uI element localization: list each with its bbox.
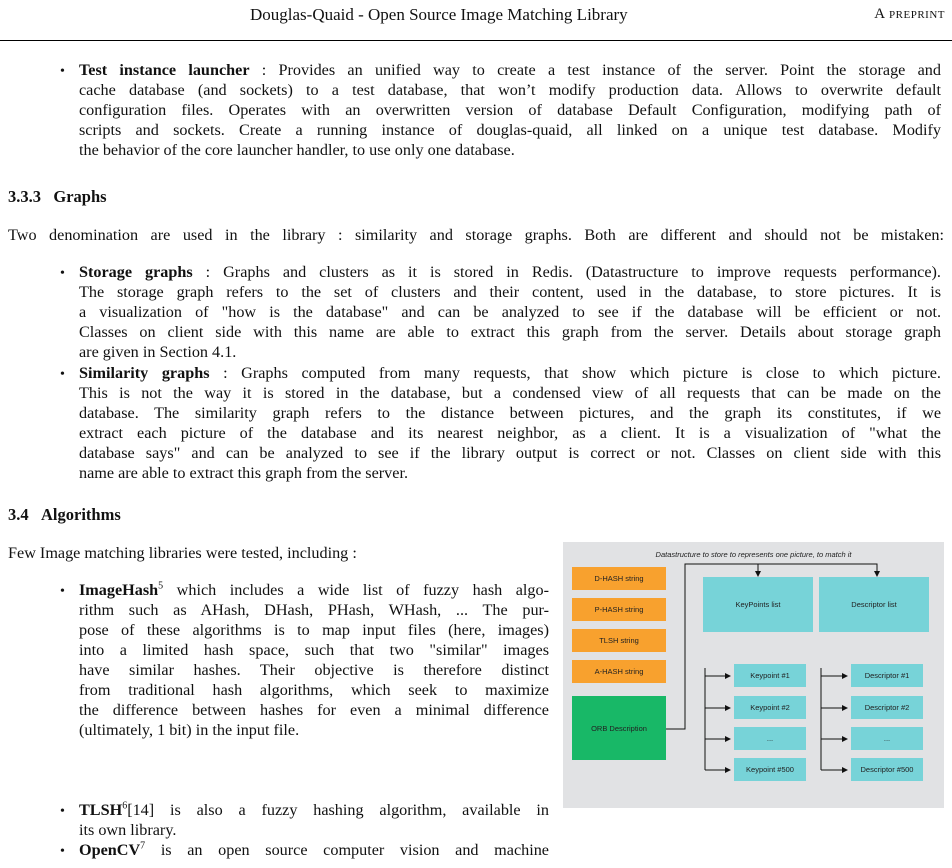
graphs-intro: Two denomination are used in the library : similarity and storage graphs. Both are different and should not be mistaken:: [8, 226, 944, 244]
d-hash-box: D-HASH string: [572, 567, 666, 590]
bullet-marker: •: [60, 804, 65, 819]
descriptor-box: ...: [851, 727, 923, 750]
bullet-marker: •: [60, 367, 65, 382]
header-preprint: A preprint: [874, 6, 945, 22]
descriptor-box: Descriptor #500: [851, 758, 923, 781]
term-similarity-graphs: Similarity graphs: [79, 364, 210, 382]
text-line: scripts and sockets. Create a running instance of douglas-quaid, all linked on a unique test database. Modify: [79, 121, 941, 139]
text-line: its own library.: [79, 821, 177, 839]
text-line: is an open source computer vision and machine: [145, 841, 549, 859]
keypoint-box: Keypoint #1: [734, 664, 806, 687]
p-hash-box: P-HASH string: [572, 598, 666, 621]
section-number: 3.4: [8, 505, 29, 524]
text-line: cache database (and sockets) to a test database, that won’t modify production data. Allows to overwrite default: [79, 81, 941, 99]
bullet-tlsh: [79, 800, 549, 840]
footnote-marker: 6: [122, 800, 128, 812]
term-tlsh: TLSH: [79, 801, 123, 819]
text-line: Classes on client side with this name are able to extract this graph from the server. Details about storage graph: [79, 323, 941, 341]
algorithms-intro: Few Image matching libraries were tested, including :: [8, 544, 357, 562]
text-line: are given in Section 4.1.: [79, 343, 237, 361]
text-line: (ultimately, 1 bit) in the input file.: [79, 721, 300, 739]
keypoint-box: Keypoint #2: [734, 696, 806, 719]
keypoints-list-box: KeyPoints list: [703, 577, 813, 632]
bullet-test-instance-launcher: [79, 60, 941, 160]
running-header: [0, 0, 952, 41]
text-line: The storage graph refers to the set of clusters and their content, used in the database, to store pictures. It is: [79, 283, 941, 301]
text-line: database says" and can be analyzed to see if the library output is correct or not. Classes on client side with this: [79, 444, 941, 462]
term-imagehash: ImageHash: [79, 581, 159, 599]
tlsh-box: TLSH string: [572, 629, 666, 652]
text-line: configuration files. Operates with an overwritten version of database Default Configuration, modifying path of: [79, 101, 941, 119]
section-number: 3.3.3: [8, 187, 41, 206]
header-title: Douglas-Quaid - Open Source Image Matching Library: [250, 5, 628, 24]
bullet-marker: •: [60, 64, 65, 79]
text-line: rithm such as AHash, DHash, PHash, WHash, ... The pur-: [79, 601, 549, 619]
text-line: database. The similarity graph refers to the distance between pictures, and the graph its constitutes, if we: [79, 404, 941, 422]
section-title: Graphs: [53, 187, 107, 206]
text-line: [14] is also a fuzzy hashing algorithm, available in: [127, 801, 549, 819]
bullet-imagehash: [79, 580, 549, 740]
text-line: the difference between hashes for even a minimal difference: [79, 701, 549, 719]
section-heading-graphs: [8, 187, 107, 207]
bullet-marker: •: [60, 266, 65, 281]
term-test-instance-launcher: Test instance launcher: [79, 61, 250, 79]
bullet-marker: •: [60, 844, 65, 859]
keypoint-box: Keypoint #500: [734, 758, 806, 781]
footnote-marker: 5: [158, 580, 164, 592]
term-storage-graphs: Storage graphs: [79, 263, 193, 281]
text-line: from traditional hash algorithms, which seek to maximize: [79, 681, 549, 699]
bullet-opencv: [79, 840, 549, 860]
a-hash-box: A-HASH string: [572, 660, 666, 683]
text-line: a visualization of "how is the database" and can be analyzed to see if the database will be efficient or not.: [79, 303, 941, 321]
descriptor-list-box: Descriptor list: [819, 577, 929, 632]
keypoint-box: ...: [734, 727, 806, 750]
text-line: the behavior of the core launcher handler, to use only one database.: [79, 141, 515, 159]
text-line: This is not the way it is stored in the database, but a condensed view of all requests that can be made on the: [79, 384, 941, 402]
text-line: which includes a wide list of fuzzy hash algo-: [163, 581, 549, 599]
diagram-title: Datastructure to store to represents one picture, to match it: [655, 550, 852, 559]
text-line: name are able to extract this graph from the server.: [79, 464, 409, 482]
text-line: have similar hashes. Their objective is therefore distinct: [79, 661, 549, 679]
footnote-marker: 7: [140, 840, 146, 852]
bullet-storage-graphs: [79, 262, 941, 362]
term-opencv: OpenCV: [79, 841, 141, 859]
bullet-marker: •: [60, 584, 65, 599]
text-line: extract each picture of the database and its nearest neighbor, as a client. It is a visualization of "what the: [79, 424, 941, 442]
text-line: : Graphs computed from many requests, that show which picture is close to which picture.: [209, 364, 941, 382]
descriptor-box: Descriptor #1: [851, 664, 923, 687]
text-line: pose of these algorithms is to map input files (here, images): [79, 621, 549, 639]
descriptor-box: Descriptor #2: [851, 696, 923, 719]
section-title: Algorithms: [41, 505, 121, 524]
orb-description-box: ORB Description: [572, 696, 666, 760]
text-line: : Provides an unified way to create a test instance of the server. Point the storage and: [249, 61, 941, 79]
bullet-similarity-graphs: [79, 363, 941, 483]
text-line: : Graphs and clusters as it is stored in Redis. (Datastructure to improve requests performance).: [192, 263, 941, 281]
datastructure-diagram: [563, 542, 944, 808]
text-line: into a limited hash space, such that two "similar" images: [79, 641, 549, 659]
section-heading-algorithms: [8, 505, 121, 525]
